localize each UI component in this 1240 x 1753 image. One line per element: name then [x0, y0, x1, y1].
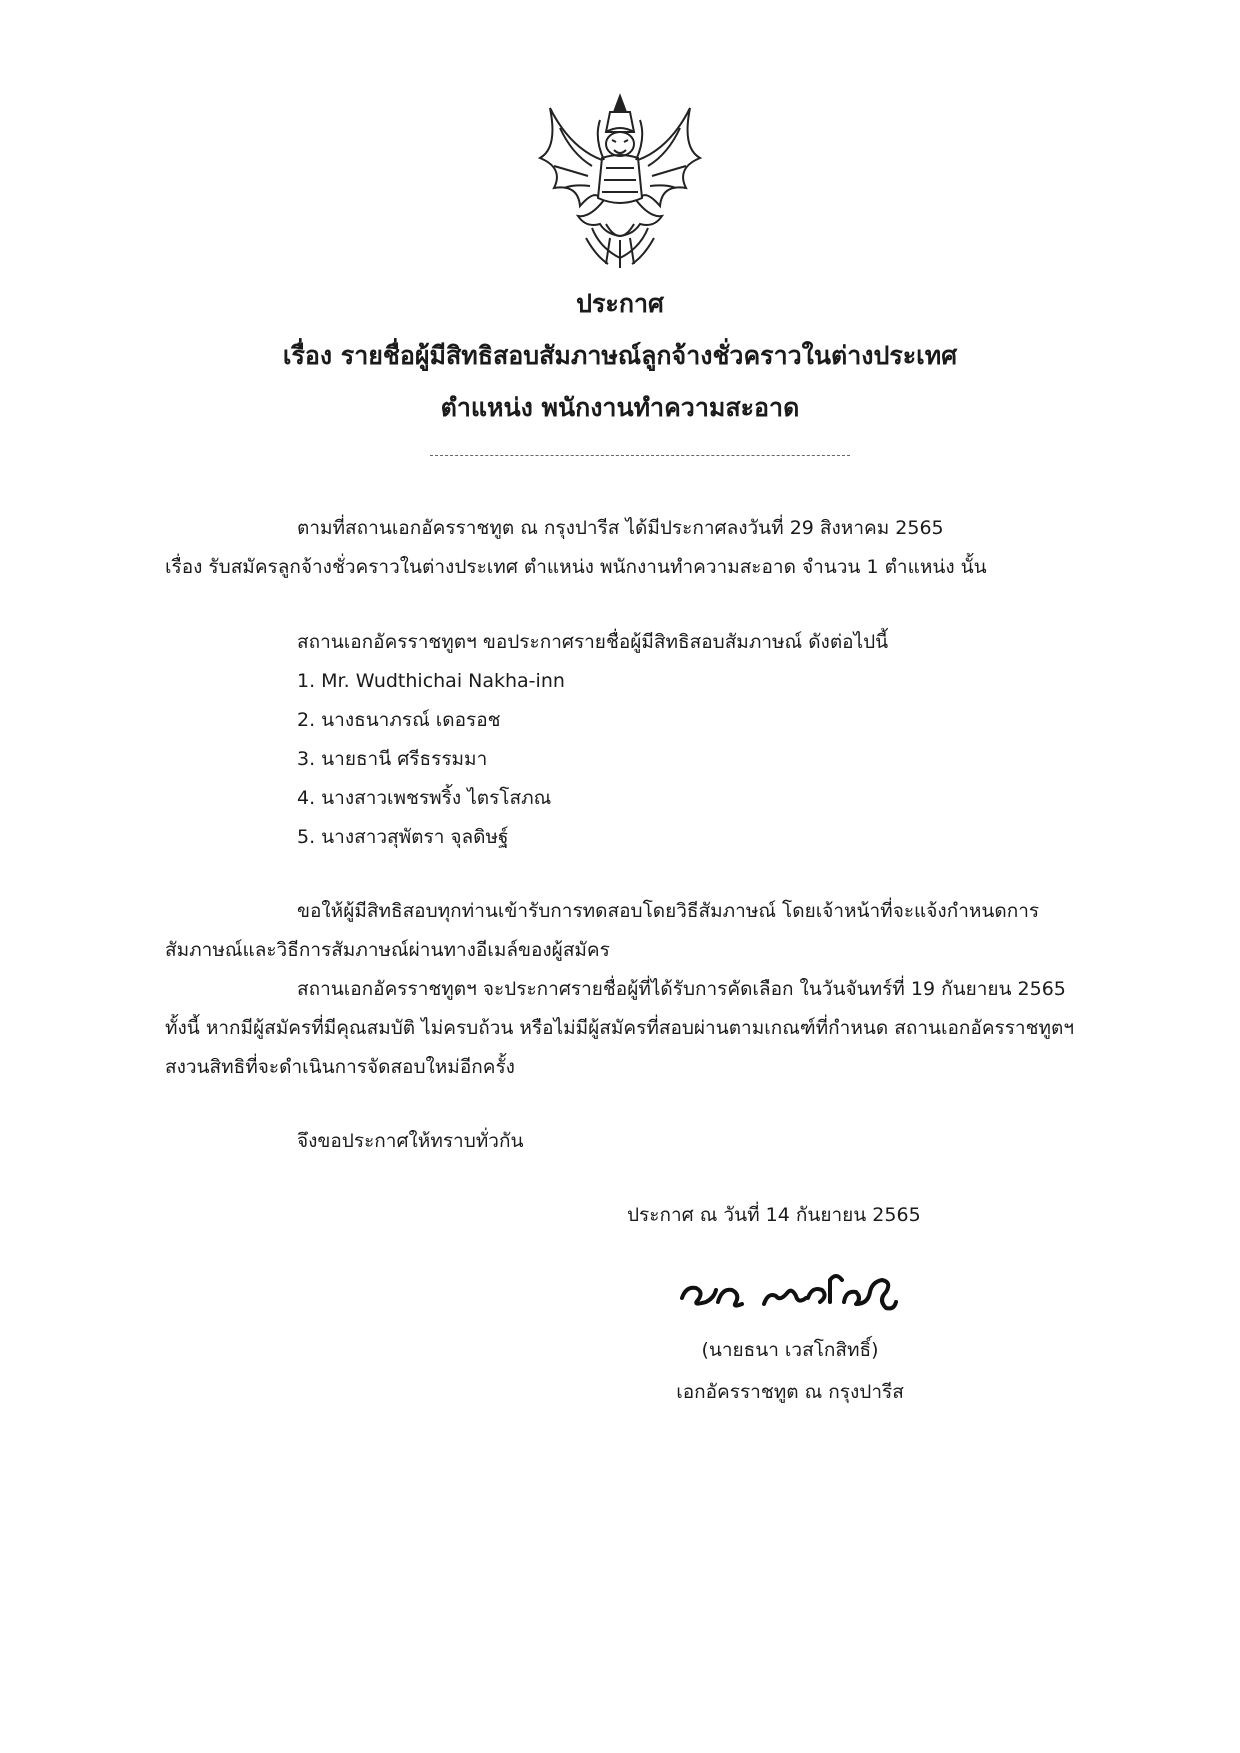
signatory-title: เอกอัครราชทูต ณ กรุงปารีส — [676, 1381, 904, 1403]
intro-line-2: เรื่อง รับสมัครลูกจ้างชั่วคราวในต่างประเทศ ตำแหน่ง พนักงานทำความสะอาด จำนวน 1 ตำแหน่ง นั้น — [165, 556, 987, 578]
list-intro: สถานเอกอัครราชทูตฯ ขอประกาศรายชื่อผู้มีสิทธิสอบสัมภาษณ์ ดังต่อไปนี้ — [297, 631, 889, 653]
candidate-item: 1. Mr. Wudthichai Nakha-inn — [297, 670, 565, 692]
announcement-title: ประกาศ — [576, 289, 664, 318]
instructions-line-1: ขอให้ผู้มีสิทธิสอบทุกท่านเข้ารับการทดสอบโดยวิธีสัมภาษณ์ โดยเจ้าหน้าที่จะแจ้งกำหนดการ — [297, 900, 1040, 922]
candidate-item: 3. นายธานี ศรีธรรมมา — [297, 748, 488, 770]
announcement-position: ตำแหน่ง พนักงานทำความสะอาด — [440, 393, 800, 422]
garuda-emblem-icon — [530, 88, 710, 273]
closing-line: จึงขอประกาศให้ทราบทั่วกัน — [297, 1130, 524, 1152]
candidate-item: 2. นางธนาภรณ์ เดอรอช — [297, 709, 501, 731]
handwritten-signature — [672, 1258, 902, 1322]
intro-line-1: ตามที่สถานเอกอัครราชทูต ณ กรุงปารีส ได้มีประกาศลงวันที่ 29 สิงหาคม 2565 — [297, 517, 944, 539]
signatory-name: (นายธนา เวสโกสิทธิ์) — [701, 1339, 879, 1361]
instructions-line-4: ทั้งนี้ หากมีผู้สมัครที่มีคุณสมบัติ ไม่ครบถ้วน หรือไม่มีผู้สมัครที่สอบผ่านตามเกณฑ์ที่กำหนด สถานเอกอัครราชทูตฯ — [165, 1017, 1075, 1039]
instructions-line-5: สงวนสิทธิที่จะดำเนินการจัดสอบใหม่อีกครั้ง — [165, 1056, 515, 1078]
announcement-date: ประกาศ ณ วันที่ 14 กันยายน 2565 — [627, 1204, 921, 1226]
instructions-line-3: สถานเอกอัครราชทูตฯ จะประกาศรายชื่อผู้ที่ได้รับการคัดเลือก ในวันจันทร์ที่ 19 กันยายน 2565 — [297, 978, 1066, 1000]
announcement-subject: เรื่อง รายชื่อผู้มีสิทธิสอบสัมภาษณ์ลูกจ้างชั่วคราวในต่างประเทศ — [282, 341, 958, 370]
heading-divider — [430, 455, 850, 456]
instructions-line-2: สัมภาษณ์และวิธีการสัมภาษณ์ผ่านทางอีเมล์ของผู้สมัคร — [165, 939, 610, 961]
candidate-item: 4. นางสาวเพชรพริ้ง ไตรโสภณ — [297, 787, 552, 809]
candidate-item: 5. นางสาวสุพัตรา จุลดิษฐ์ — [297, 826, 509, 848]
